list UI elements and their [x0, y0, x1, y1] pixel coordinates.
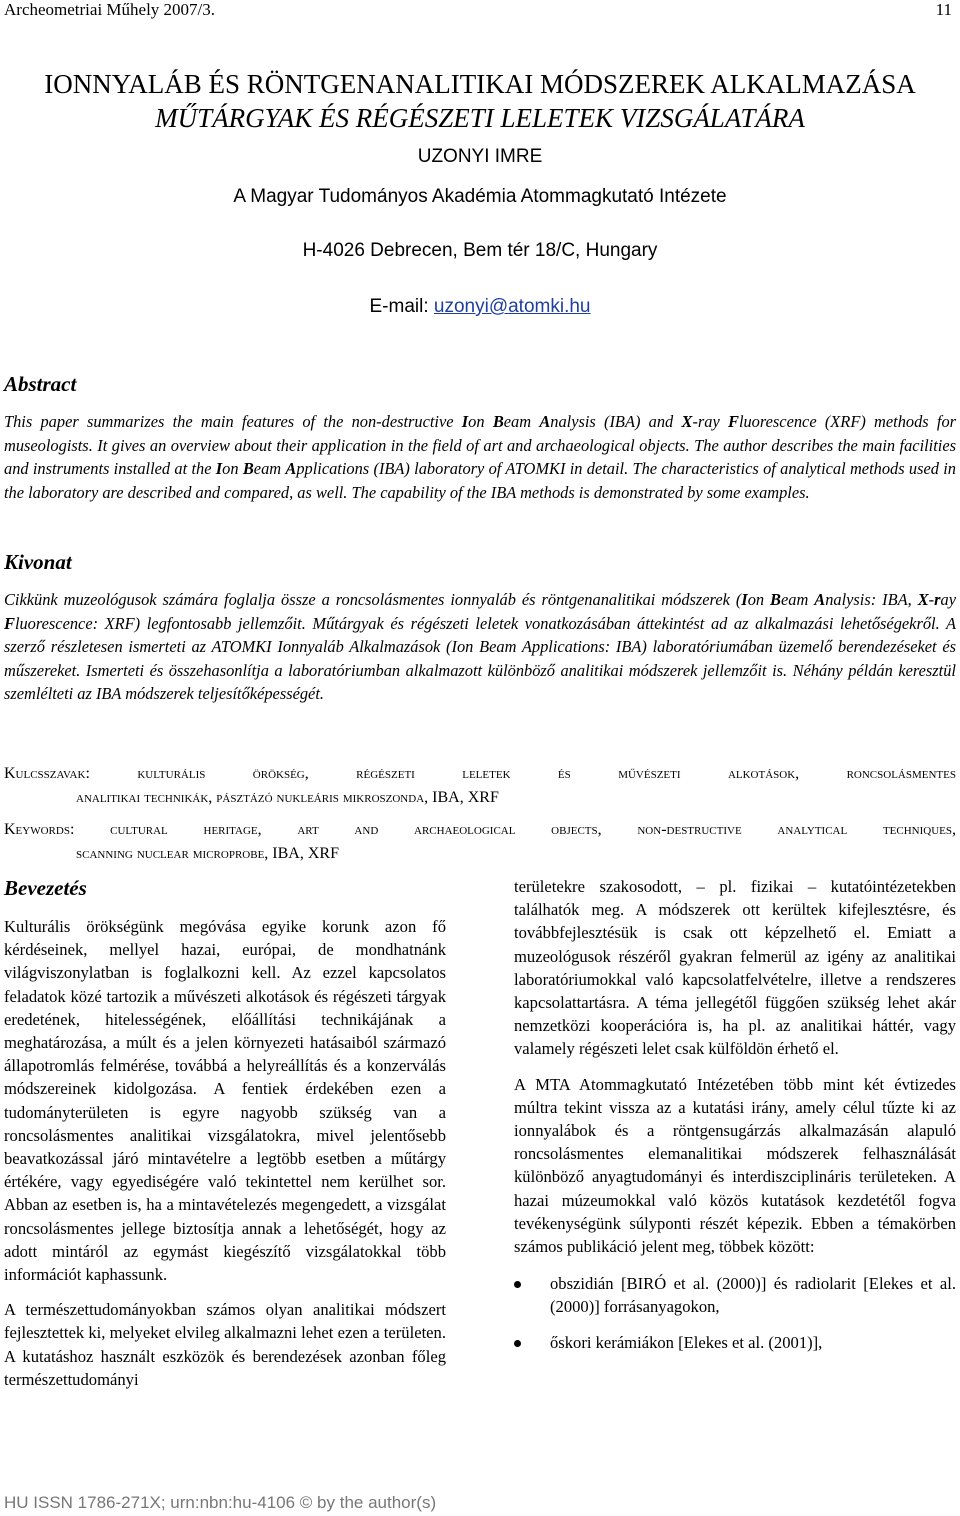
paper-title-line-1: IONNYALÁB ÉS RÖNTGENANALITIKAI MÓDSZEREK ALKALMAZÁSA: [44, 69, 916, 99]
author-address: H-4026 Debrecen, Bem tér 18/C, Hungary: [302, 240, 658, 261]
keywords-en-label: Keywords:: [4, 821, 111, 838]
paper-title-line-2: MŰTÁRGYAK ÉS RÉGÉSZETI LELETEK VIZSGÁLATÁRA: [155, 103, 805, 133]
abstract-heading: Abstract: [4, 372, 77, 396]
list-item: őskori kerámiákon [Elekes et al. (2001)],: [514, 1331, 956, 1354]
keywords-en-line-2: scanning nuclear microprobe,: [76, 845, 273, 862]
author-name: UZONYI IMRE: [417, 146, 543, 167]
keywords-hu: [4, 762, 956, 810]
intro-left-paragraph-1: Kulturális örökségünk megóvása egyike korunk azon fő kérdéseinek, mellyel hazai, európai, de mondhatnánk világviszonylatban is foglalkozni kell. Az ezzel kapcsolatos feladatok közé tartozik a művészeti alkotások és régészeti tárgyak eredetének, hitelességének, előállítási technikájának a meghatározása, a múlt és a jelen környezeti hatásaiból származó állapotromlás felmérése, továbbá a helyreállítás és a konzerválás módszereinek kidolgozása. A fentiek érdekében ezen a tudományterületen is egyre nagyobb szükség van a roncsolásmentes analitikai vizsgálatokra, mivel jelentősebb beavatkozással járó mintavételre a legtöbb esetben a műtárgy értékére, vagy egyediségére való tekintettel nem kerülhet sor. Abban az esetben is, ha a mintavételezés megengedett, a vizsgálat roncsolásmentes jellege biztosítja annak a lehetőségét, hogy az adott mintáról az egymást kiegészítő vizsgálatokkal több információt kaphassunk.: [4, 917, 446, 1285]
footer-issn: HU ISSN 1786-271X; urn:nbn:hu-4106 © by the author(s): [4, 1493, 437, 1512]
intro-bullet-list: [514, 1272, 956, 1354]
email-link[interactable]: uzonyi@atomki.hu: [433, 296, 591, 317]
intro-right-paragraph-1: területekre szakosodott, – pl. fizikai – kutatóintézetekben találhatók meg. A módszerek ott kerültek kifejlesztésre, és továbbfejlesztésük is csak ott képzelhető el. Emiatt a muzeológusok részéről gyakran felmerül az igény az analitikai laboratóriumokkal való kapcsolatfelvételre, illetve a rendszeres kapcsolattartásra. A téma jellegétől függően szükség lehet akár nemzetközi kooperációra is, ha pl. az analitikai háttér, vagy valamely régészeti lelet csak külföldön érhető el.: [514, 877, 956, 1059]
author-institute: A Magyar Tudományos Akadémia Atommagkutató Intézete: [233, 186, 727, 207]
keywords-hu-line-2: analitikai technikák, pásztázó nukleáris mikroszonda,: [76, 789, 433, 806]
bullet-icon: [514, 1281, 521, 1288]
left-column: [4, 915, 446, 1391]
keywords-en: [4, 818, 956, 866]
right-column: [514, 875, 956, 1354]
list-item: obszidián [BIRÓ et al. (2000)] és radiolarit [Elekes et al. (2000)] forrásanyagokon,: [514, 1272, 956, 1318]
author-email: [0, 296, 960, 318]
email-label: E-mail:: [369, 296, 434, 317]
keywords-hu-methods: IBA, XRF: [432, 789, 499, 806]
intro-left-paragraph-2: A természettudományokban számos olyan analitikai módszert fejlesztettek ki, melyeket elvileg alkalmazni lehet ezen a területen. A kutatáshoz használt eszközök és berendezések azonban főleg természettudományi: [4, 1300, 446, 1389]
page-number: 11: [935, 0, 952, 19]
journal-header: Archeometriai Műhely 2007/3.: [4, 0, 216, 19]
keywords-hu-line-1: kulturális örökség, régészeti leletek és művészeti alkotások, roncsolásmentes: [137, 765, 956, 782]
kivonat-heading: Kivonat: [4, 550, 72, 574]
kivonat-text: Cikkünk muzeológusok számára foglalja össze a roncsolásmentes ionnyaláb és röntgenanalitikai módszerek (Ion Beam Analysis: IBA, X-ray Fluorescence: XRF) legfontosabb jellemzőit. Műtárgyak és régészeti leletek vonatkozásában áttekintést ad az alkalmazási lehetőségekről. A szerző részletesen ismerteti az ATOMKI Ionnyaláb Alkalmazások (Ion Beam Applications: IBA) laboratóriumában üzemelő berendezéseket és műszereket. Ismerteti és összehasonlítja a laboratóriumban alkalmazott különböző analitikai módszerek jellemzőit is. Néhány példán keresztül szemlélteti az IBA módszerek teljesítőképességét.: [4, 590, 956, 704]
intro-right-paragraph-2: A MTA Atommagkutató Intézetében több mint két évtizedes múltra tekint vissza az a kutatási irány, amely célul tűzte ki az ionnyalábok és a röntgensugárzás alkalmazásán alapuló roncsolásmentes elemanalitikai módszerek felhasználását különböző anyagtudományi és interdiszciplináris területeken. A hazai múzeumokkal való közös kutatások kezdetétől fogva tevékenységünk súlyponti részét képezik. Ebben a témakörben számos publikáció jelent meg, többek között:: [514, 1074, 956, 1257]
abstract-text: This paper summarizes the main features of the non-destructive Ion Beam Analysis (IBA) and X-ray Fluorescence (XRF) methods for museologists. It gives an overview about their application in the field of art and archaeological objects. The author describes the main facilities and instruments installed at the Ion Beam Applications (IBA) laboratory of ATOMKI in detail. The characteristics of analytical methods used in the laboratory are described and compared, as well. The capability of the IBA methods is demonstrated by some examples.: [4, 412, 957, 502]
keywords-en-line-1: cultural heritage, art and archaeological objects, non-destructive analytical techniques,: [110, 821, 956, 838]
keywords-hu-label: Kulcsszavak:: [4, 765, 138, 782]
intro-heading: Bevezetés: [4, 876, 87, 900]
bullet-icon: [514, 1340, 521, 1347]
keywords-en-methods: IBA, XRF: [272, 845, 339, 862]
